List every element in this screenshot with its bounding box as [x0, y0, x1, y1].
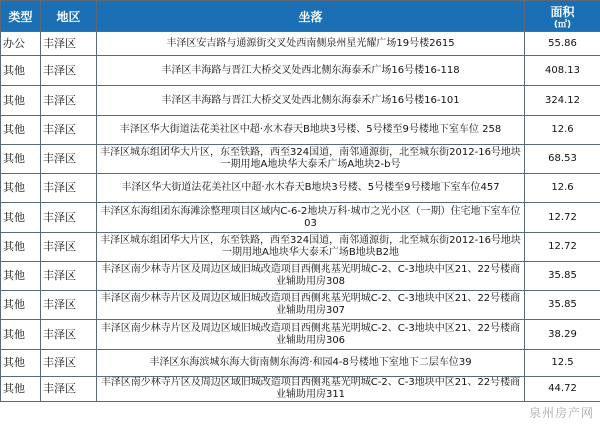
cell-address: 丰泽区丰海路与晋江大桥交叉处西北侧东海泰禾广场16号楼16-101	[97, 86, 525, 116]
table-body	[1, 32, 600, 402]
table-row	[1, 145, 600, 174]
header-district: 地区	[41, 1, 97, 32]
cell-district: 丰泽区	[41, 291, 97, 320]
cell-district: 丰泽区	[41, 320, 97, 350]
cell-type: 其他	[1, 350, 41, 377]
table-row	[1, 262, 600, 291]
cell-type: 其他	[1, 203, 41, 233]
table-row	[1, 377, 600, 402]
table-row	[1, 116, 600, 145]
cell-address: 丰泽区东海滨城东海大街南侧东海湾·和园4-8号楼地下室地下二层车位39	[97, 350, 525, 377]
cell-area: 12.6	[525, 174, 600, 203]
watermark: 泉州房产网	[528, 406, 594, 420]
table-row	[1, 291, 600, 320]
cell-type: 其他	[1, 56, 41, 86]
cell-type: 办公	[1, 32, 41, 56]
cell-address: 丰泽区安吉路与通源街交叉处西南侧泉州星光耀广场19号楼2615	[97, 32, 525, 56]
cell-type: 其他	[1, 291, 41, 320]
cell-district: 丰泽区	[41, 350, 97, 377]
cell-address: 丰泽区南少林寺片区及周边区域旧城改造项目西侧兆基光明城C-2、C-3地块中区21、22号楼商业辅助用房306	[97, 320, 525, 350]
cell-type: 其他	[1, 262, 41, 291]
header-type: 类型	[1, 1, 41, 32]
table-row	[1, 320, 600, 350]
cell-address: 丰泽区华大街道法花美社区中超·水木春天B地块3号楼、5号楼至9号楼地下室车位457	[97, 174, 525, 203]
cell-district: 丰泽区	[41, 174, 97, 203]
cell-area: 55.86	[525, 32, 600, 56]
cell-type: 其他	[1, 145, 41, 174]
cell-address: 丰泽区东海组团东海滩涂整理项目区域内C-6-2地块万科·城市之光小区（一期）住宅地下室车位 03	[97, 203, 525, 233]
cell-district: 丰泽区	[41, 145, 97, 174]
cell-type: 其他	[1, 320, 41, 350]
cell-area: 35.85	[525, 262, 600, 291]
cell-district: 丰泽区	[41, 56, 97, 86]
cell-district: 丰泽区	[41, 86, 97, 116]
cell-district: 丰泽区	[41, 116, 97, 145]
cell-area: 12.72	[525, 203, 600, 233]
cell-area: 68.53	[525, 145, 600, 174]
table-row	[1, 233, 600, 262]
cell-district: 丰泽区	[41, 203, 97, 233]
header-address: 坐落	[97, 1, 525, 32]
table-row	[1, 174, 600, 203]
cell-area: 12.72	[525, 233, 600, 262]
table-row	[1, 350, 600, 377]
table-row	[1, 56, 600, 86]
cell-area: 324.12	[525, 86, 600, 116]
cell-area: 44.72	[525, 377, 600, 402]
table-row	[1, 32, 600, 56]
header-area-label: 面积	[550, 4, 575, 19]
cell-address: 丰泽区南少林寺片区及周边区域旧城改造项目西侧兆基光明城C-2、C-3地块中区21、22号楼商业辅助用房311	[97, 377, 525, 402]
cell-district: 丰泽区	[41, 32, 97, 56]
cell-address: 丰泽区丰海路与晋江大桥交叉处西北侧东海泰禾广场16号楼16-118	[97, 56, 525, 86]
header-area	[525, 1, 600, 32]
cell-type: 其他	[1, 233, 41, 262]
cell-address: 丰泽区南少林寺片区及周边区域旧城改造项目西侧兆基光明城C-2、C-3地块中区21、22号楼商业辅助用房307	[97, 291, 525, 320]
cell-type: 其他	[1, 377, 41, 402]
cell-type: 其他	[1, 174, 41, 203]
cell-area: 12.6	[525, 116, 600, 145]
cell-area: 12.5	[525, 350, 600, 377]
header-area-unit: (㎡)	[553, 19, 572, 30]
cell-district: 丰泽区	[41, 377, 97, 402]
cell-district: 丰泽区	[41, 262, 97, 291]
cell-area: 408.13	[525, 56, 600, 86]
header-row	[1, 1, 600, 32]
cell-type: 其他	[1, 86, 41, 116]
cell-address: 丰泽区南少林寺片区及周边区域旧城改造项目西侧兆基光明城C-2、C-3地块中区21、22号楼商业辅助用房308	[97, 262, 525, 291]
cell-area: 35.85	[525, 291, 600, 320]
cell-type: 其他	[1, 116, 41, 145]
cell-address: 丰泽区城东组团华大片区，东至铁路，西至324国道，南邻通源街，北至城东街2012-16号地块一期用地A地块华大泰禾广场A地块2-b号	[97, 145, 525, 174]
table-row	[1, 203, 600, 233]
cell-address: 丰泽区华大街道法花美社区中超·水木春天B地块3号楼、5号楼至9号楼地下室车位 258	[97, 116, 525, 145]
cell-area: 38.29	[525, 320, 600, 350]
cell-address: 丰泽区城东组团华大片区，东至铁路，西至324国道，南邻通源街，北至城东街2012-16号地块一期用地A地块华大泰禾广场B地块B2地	[97, 233, 525, 262]
table-row	[1, 86, 600, 116]
cell-district: 丰泽区	[41, 233, 97, 262]
